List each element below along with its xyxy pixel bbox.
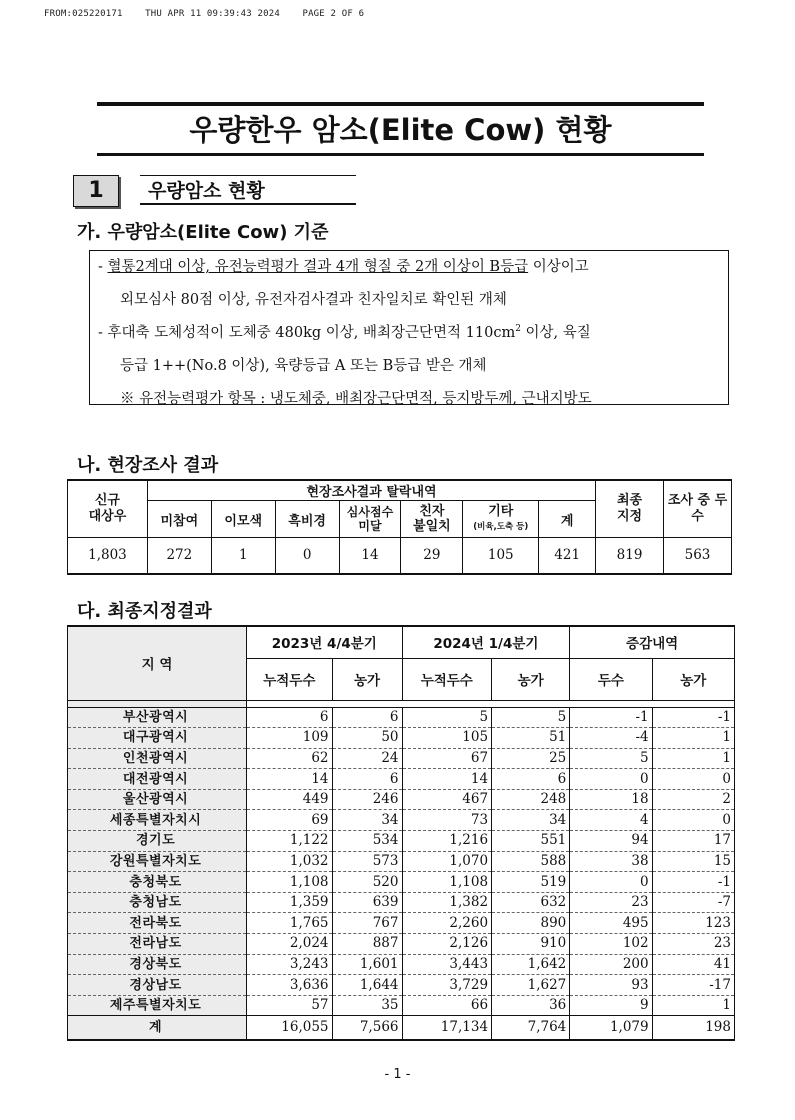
heads-change: 23 xyxy=(570,892,652,913)
value-final: 819 xyxy=(596,538,664,574)
heads-change: 200 xyxy=(570,954,652,975)
farms-2023q4: 1,601 xyxy=(332,954,402,975)
fax-header: FROM:025220171 THU APR 11 09:39:43 2024 PAGE 2 OF 6 xyxy=(44,9,365,19)
cum-heads-2023q4: 3,243 xyxy=(247,954,332,975)
header-absent: 미참여 xyxy=(147,501,211,538)
criteria-note: ※ 유전능력평가 항목 : 냉도체중, 배최장근단면적, 등지방두께, 근내지방도 xyxy=(120,391,592,407)
farms-2024q1: 588 xyxy=(492,851,570,872)
cum-heads-2023q4: 16,055 xyxy=(247,1016,332,1040)
table-row xyxy=(68,728,735,749)
cum-heads-2023q4: 109 xyxy=(247,728,332,749)
farms-2024q1: 248 xyxy=(492,789,570,810)
subsection-a-heading: 가. 우량암소(Elite Cow) 기준 xyxy=(77,222,329,243)
cum-heads-2024q1: 2,260 xyxy=(402,913,492,934)
farms-change: -17 xyxy=(652,975,734,996)
cum-heads-2023q4: 1,108 xyxy=(247,872,332,893)
criteria-underlined-text: 혈통2계대 이상, 유전능력평가 결과 4개 형질 중 2개 이상이 B등급 xyxy=(107,259,529,275)
region-name: 경상남도 xyxy=(68,975,247,996)
heads-change: 0 xyxy=(570,769,652,790)
header-period-2024q1: 2024년 1/4분기 xyxy=(402,626,570,658)
table-row xyxy=(68,707,735,728)
farms-2024q1: 910 xyxy=(492,934,570,955)
farms-2024q1: 7,764 xyxy=(492,1016,570,1040)
value-absent: 272 xyxy=(147,538,211,574)
table-row xyxy=(68,892,735,913)
farms-2024q1: 34 xyxy=(492,810,570,831)
section-title: 우량암소 현황 xyxy=(140,175,356,205)
region-name: 대구광역시 xyxy=(68,728,247,749)
farms-2024q1: 890 xyxy=(492,913,570,934)
criteria-line-1-suffix: 이상이고 xyxy=(528,259,589,275)
survey-results-table xyxy=(67,479,732,575)
header-farms-change: 농가 xyxy=(652,658,734,700)
criteria-line-2: 외모심사 80점 이상, 유전자검사결과 친자일치로 확인된 개체 xyxy=(120,292,507,308)
value-new-target: 1,803 xyxy=(68,538,148,574)
farms-change: 2 xyxy=(652,789,734,810)
criteria-line-4: 등급 1++(No.8 이상), 육량등급 A 또는 B등급 받은 개체 xyxy=(120,358,487,374)
heads-change: 94 xyxy=(570,831,652,852)
header-parentage: 친자 불일치 xyxy=(401,501,463,538)
farms-2024q1: 632 xyxy=(492,892,570,913)
farms-change: 1 xyxy=(652,728,734,749)
cum-heads-2023q4: 1,359 xyxy=(247,892,332,913)
superscript-2: 2 xyxy=(515,324,521,335)
farms-2024q1: 51 xyxy=(492,728,570,749)
region-name: 제주특별자치도 xyxy=(68,995,247,1016)
value-parentage: 29 xyxy=(401,538,463,574)
criteria-box xyxy=(89,250,729,405)
header-other-label: 기타 xyxy=(488,503,514,519)
header-subtotal: 계 xyxy=(539,501,596,538)
cum-heads-2024q1: 14 xyxy=(402,769,492,790)
farms-change: 17 xyxy=(652,831,734,852)
cum-heads-2024q1: 67 xyxy=(402,748,492,769)
region-name: 경상북도 xyxy=(68,954,247,975)
farms-2023q4: 534 xyxy=(332,831,402,852)
title-rule-bottom xyxy=(97,153,704,156)
table-row xyxy=(68,872,735,893)
farms-change: 198 xyxy=(652,1016,734,1040)
region-name: 충청북도 xyxy=(68,872,247,893)
farms-change: 1 xyxy=(652,995,734,1016)
heads-change: 495 xyxy=(570,913,652,934)
header-cum-heads-2: 누적두수 xyxy=(402,658,492,700)
cum-heads-2023q4: 14 xyxy=(247,769,332,790)
heads-change: 9 xyxy=(570,995,652,1016)
farms-2023q4: 50 xyxy=(332,728,402,749)
region-name: 인천광역시 xyxy=(68,748,247,769)
farms-2023q4: 6 xyxy=(332,769,402,790)
cum-heads-2023q4: 57 xyxy=(247,995,332,1016)
table-row xyxy=(68,975,735,996)
page-title: 우량한우 암소(Elite Cow) 현황 xyxy=(189,113,612,147)
value-subtotal: 421 xyxy=(539,538,596,574)
farms-2024q1: 6 xyxy=(492,769,570,790)
farms-2023q4: 35 xyxy=(332,995,402,1016)
heads-change: 18 xyxy=(570,789,652,810)
header-final: 최종 지정 xyxy=(596,480,664,538)
farms-2023q4: 767 xyxy=(332,913,402,934)
cum-heads-2024q1: 17,134 xyxy=(402,1016,492,1040)
heads-change: 5 xyxy=(570,748,652,769)
table-row xyxy=(68,995,735,1016)
farms-2023q4: 24 xyxy=(332,748,402,769)
title-rule-top xyxy=(97,102,704,106)
header-other xyxy=(463,501,539,538)
region-name: 울산광역시 xyxy=(68,789,247,810)
farms-2024q1: 25 xyxy=(492,748,570,769)
cum-heads-2023q4: 2,024 xyxy=(247,934,332,955)
farms-change: 15 xyxy=(652,851,734,872)
header-score-low: 심사점수 미달 xyxy=(339,501,401,538)
header-farms-2: 농가 xyxy=(492,658,570,700)
header-spacer xyxy=(68,700,247,707)
farms-2024q1: 36 xyxy=(492,995,570,1016)
farms-2024q1: 5 xyxy=(492,707,570,728)
cum-heads-2023q4: 1,122 xyxy=(247,831,332,852)
table-row xyxy=(68,954,735,975)
heads-change: 102 xyxy=(570,934,652,955)
table-row xyxy=(68,789,735,810)
cum-heads-2024q1: 1,108 xyxy=(402,872,492,893)
subsection-c-heading: 다. 최종지정결과 xyxy=(77,601,212,622)
value-other: 105 xyxy=(463,538,539,574)
farms-2024q1: 551 xyxy=(492,831,570,852)
cum-heads-2024q1: 1,216 xyxy=(402,831,492,852)
criteria-line-1 xyxy=(98,251,720,284)
table-row xyxy=(68,934,735,955)
farms-2024q1: 1,642 xyxy=(492,954,570,975)
value-hair-color: 1 xyxy=(211,538,275,574)
header-change: 증감내역 xyxy=(570,626,735,658)
cum-heads-2024q1: 2,126 xyxy=(402,934,492,955)
region-name: 전라남도 xyxy=(68,934,247,955)
farms-2024q1: 519 xyxy=(492,872,570,893)
farms-change: -7 xyxy=(652,892,734,913)
farms-change: 123 xyxy=(652,913,734,934)
final-designation-table xyxy=(67,625,735,1041)
header-hair-color: 이모색 xyxy=(211,501,275,538)
criteria-line-3-a: - 후대축 도체성적이 도체중 480kg 이상, 배최장근단면적 110cm xyxy=(98,325,516,341)
cum-heads-2023q4: 449 xyxy=(247,789,332,810)
table-row xyxy=(68,913,735,934)
cum-heads-2024q1: 3,729 xyxy=(402,975,492,996)
farms-2023q4: 1,644 xyxy=(332,975,402,996)
heads-change: 4 xyxy=(570,810,652,831)
farms-change: 1 xyxy=(652,748,734,769)
cum-heads-2024q1: 1,070 xyxy=(402,851,492,872)
region-name: 충청남도 xyxy=(68,892,247,913)
heads-change: 0 xyxy=(570,872,652,893)
region-name: 대전광역시 xyxy=(68,769,247,790)
cum-heads-2023q4: 6 xyxy=(247,707,332,728)
header-other-note: (비육,도축 등) xyxy=(473,521,529,532)
region-name: 강원특별자치도 xyxy=(68,851,247,872)
header-spacer-right xyxy=(247,700,735,707)
header-cum-heads-1: 누적두수 xyxy=(247,658,332,700)
heads-change: 38 xyxy=(570,851,652,872)
farms-change: -1 xyxy=(652,707,734,728)
cum-heads-2024q1: 1,382 xyxy=(402,892,492,913)
cum-heads-2024q1: 5 xyxy=(402,707,492,728)
heads-change: -1 xyxy=(570,707,652,728)
farms-2023q4: 639 xyxy=(332,892,402,913)
cum-heads-2023q4: 1,765 xyxy=(247,913,332,934)
value-score-low: 14 xyxy=(339,538,401,574)
heads-change: 1,079 xyxy=(570,1016,652,1040)
total-row xyxy=(68,1016,735,1040)
farms-2023q4: 520 xyxy=(332,872,402,893)
region-table-body xyxy=(68,707,735,1040)
cum-heads-2023q4: 62 xyxy=(247,748,332,769)
section-number-box: 1 xyxy=(73,175,119,207)
table-row xyxy=(68,769,735,790)
subsection-b-heading: 나. 현장조사 결과 xyxy=(77,455,219,476)
region-name: 부산광역시 xyxy=(68,707,247,728)
farms-2023q4: 246 xyxy=(332,789,402,810)
header-region: 지 역 xyxy=(68,626,247,700)
farms-2023q4: 6 xyxy=(332,707,402,728)
page-number: - 1 - xyxy=(384,1067,411,1082)
header-heads-change: 두수 xyxy=(570,658,652,700)
region-name: 전라북도 xyxy=(68,913,247,934)
cum-heads-2024q1: 105 xyxy=(402,728,492,749)
cum-heads-2024q1: 73 xyxy=(402,810,492,831)
farms-change: 0 xyxy=(652,769,734,790)
criteria-line-3-b: 이상, 육질 xyxy=(520,325,591,341)
table-row xyxy=(68,851,735,872)
farms-change: 23 xyxy=(652,934,734,955)
header-in-survey: 조사 중 두수 xyxy=(664,480,732,538)
table-row xyxy=(68,831,735,852)
header-period-2023q4: 2023년 4/4분기 xyxy=(247,626,402,658)
region-name: 경기도 xyxy=(68,831,247,852)
farms-2023q4: 34 xyxy=(332,810,402,831)
cum-heads-2024q1: 467 xyxy=(402,789,492,810)
farms-2024q1: 1,627 xyxy=(492,975,570,996)
cum-heads-2024q1: 3,443 xyxy=(402,954,492,975)
cum-heads-2023q4: 69 xyxy=(247,810,332,831)
heads-change: -4 xyxy=(570,728,652,749)
table-row xyxy=(68,748,735,769)
farms-change: 41 xyxy=(652,954,734,975)
header-new-target: 신규 대상우 xyxy=(68,480,148,538)
farms-2023q4: 887 xyxy=(332,934,402,955)
table-row xyxy=(68,810,735,831)
criteria-bullet: - xyxy=(98,259,108,275)
region-name: 계 xyxy=(68,1016,247,1040)
farms-2023q4: 573 xyxy=(332,851,402,872)
cum-heads-2023q4: 1,032 xyxy=(247,851,332,872)
header-black-nose: 흑비경 xyxy=(275,501,339,538)
cum-heads-2023q4: 3,636 xyxy=(247,975,332,996)
header-farms-1: 농가 xyxy=(332,658,402,700)
value-in-survey: 563 xyxy=(664,538,732,574)
cum-heads-2024q1: 66 xyxy=(402,995,492,1016)
farms-change: -1 xyxy=(652,872,734,893)
criteria-line-3 xyxy=(98,317,720,350)
value-black-nose: 0 xyxy=(275,538,339,574)
farms-2023q4: 7,566 xyxy=(332,1016,402,1040)
region-name: 세종특별자치시 xyxy=(68,810,247,831)
header-dropout-group: 현장조사결과 탈락내역 xyxy=(147,480,595,501)
heads-change: 93 xyxy=(570,975,652,996)
farms-change: 0 xyxy=(652,810,734,831)
